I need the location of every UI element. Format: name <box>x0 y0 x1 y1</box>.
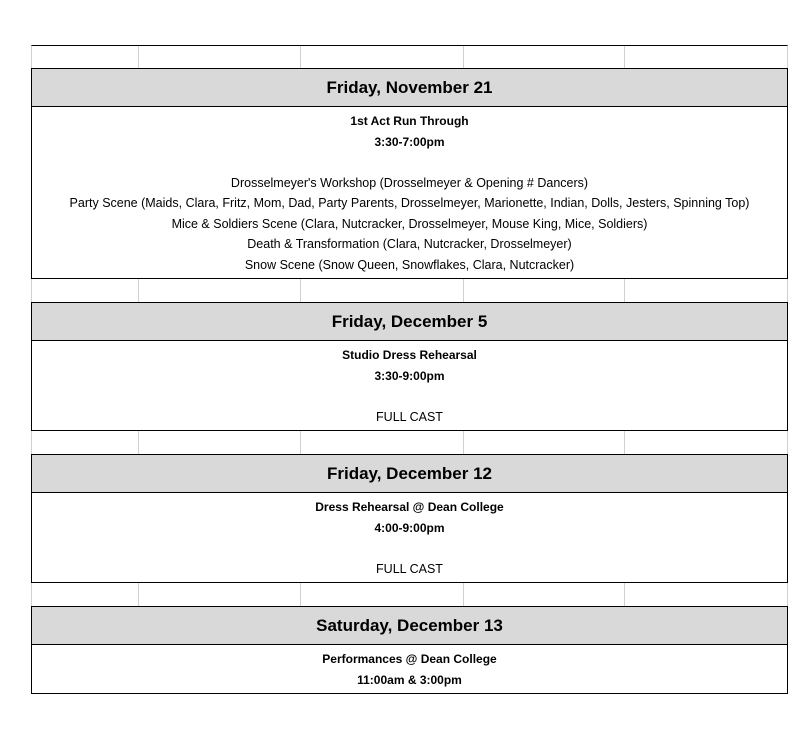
event-time: 3:30-9:00pm <box>374 368 445 383</box>
event-time: 4:00-9:00pm <box>374 520 445 535</box>
detail-line: Snow Scene (Snow Queen, Snowflakes, Clara, Nutcracker) <box>244 257 575 272</box>
spacer-row <box>31 279 788 302</box>
date-header: Friday, November 21 <box>32 69 787 107</box>
block-body <box>32 645 787 693</box>
schedule-block-nov-21 <box>31 68 788 279</box>
block-body <box>32 341 787 430</box>
detail-line: FULL CAST <box>376 409 443 424</box>
schedule-block-dec-5 <box>31 302 788 431</box>
event-title: Dress Rehearsal @ Dean College <box>315 500 504 514</box>
spacer-row <box>31 45 788 68</box>
blank-line <box>32 386 787 407</box>
schedule-block-dec-13 <box>31 606 788 694</box>
spacer-row <box>31 583 788 606</box>
schedule-table <box>31 45 788 694</box>
blank-line <box>32 152 787 173</box>
event-title: Performances @ Dean College <box>322 652 497 666</box>
block-body <box>32 107 787 278</box>
date-header: Saturday, December 13 <box>32 607 787 645</box>
event-title: Studio Dress Rehearsal <box>342 348 477 362</box>
spacer-row <box>31 431 788 454</box>
event-time: 11:00am & 3:00pm <box>357 672 462 687</box>
detail-line: Death & Transformation (Clara, Nutcracker, Drosselmeyer) <box>247 237 572 251</box>
block-body <box>32 493 787 582</box>
event-title: 1st Act Run Through <box>350 114 469 128</box>
schedule-block-dec-12 <box>31 454 788 583</box>
blank-line <box>32 538 787 559</box>
detail-line: Party Scene (Maids, Clara, Fritz, Mom, Dad, Party Parents, Drosselmeyer, Marionette, Indian, Dolls, Jesters, Spinning Top) <box>69 196 750 210</box>
date-header: Friday, December 12 <box>32 455 787 493</box>
event-time: 3:30-7:00pm <box>374 134 445 149</box>
date-header: Friday, December 5 <box>32 303 787 341</box>
detail-line: Drosselmeyer's Workshop (Drosselmeyer & Opening # Dancers) <box>230 175 589 190</box>
detail-line: FULL CAST <box>376 561 443 576</box>
detail-line: Mice & Soldiers Scene (Clara, Nutcracker, Drosselmeyer, Mouse King, Mice, Soldiers) <box>171 216 648 231</box>
